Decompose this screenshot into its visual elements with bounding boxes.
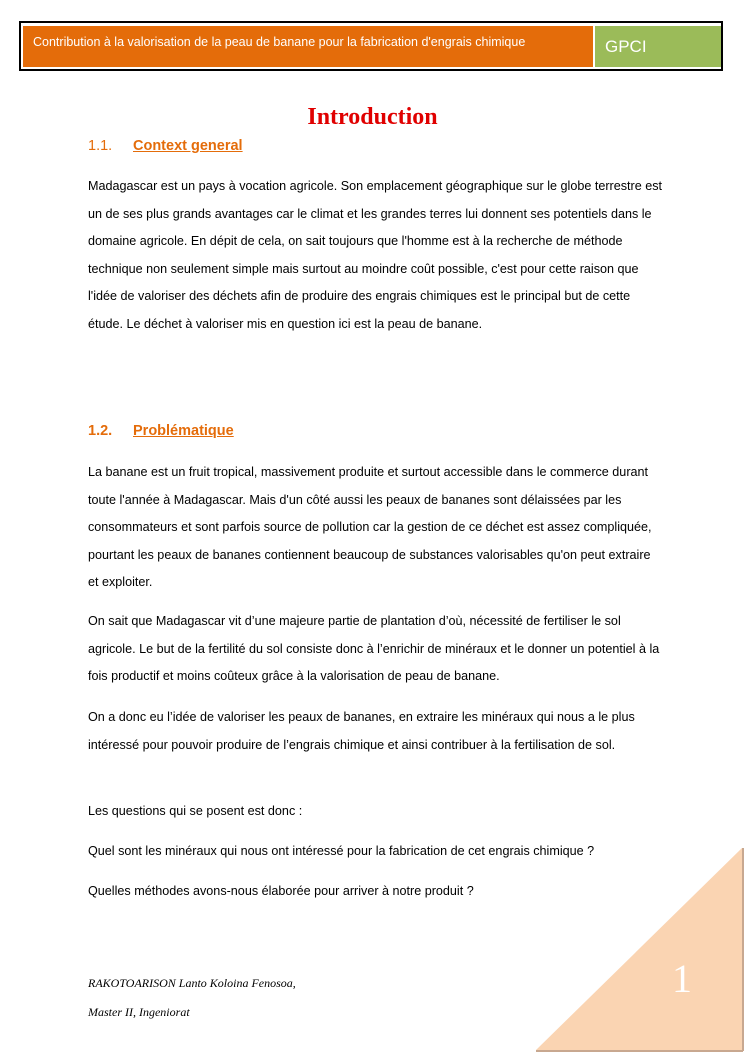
paragraph: Quel sont les minéraux qui nous ont intéressé pour la fabrication de cet engrais chimique ? xyxy=(88,844,595,858)
paragraph: On sait que Madagascar vit d’une majeure partie de plantation d’où, nécessité de fertiliser le sol agricole. Le but de la fertilité du sol consiste donc à l’enrichir de minéraux et le donner un potentiel à la fois productif et moins coûteux grâce à la valorisation de peau de banane. xyxy=(88,614,660,684)
running-header xyxy=(19,21,723,71)
paragraph: Madagascar est un pays à vocation agricole. Son emplacement géographique sur le globe terrestre est un de ses plus grands avantages car le climat et les grandes terres lui donnent ses potentiels dans le domaine agricole. En dépit de cela, on sait toujours que l'homme est à la recherche de méthode technique non seulement simple mais surtout au moindre coût possible, c'est pour cette raison que l'idée de valoriser des déchets afin de produire des engrais chimiques est le principal but de cette étude. Le déchet à valoriser mis en question ici est la peau de banane. xyxy=(88,179,663,331)
section-number: 1.2. xyxy=(88,423,113,439)
page-title: Introduction xyxy=(307,104,438,130)
header-tag: GPCI xyxy=(595,26,721,67)
paragraph: La banane est un fruit tropical, massivement produite et surtout accessible dans le commerce durant toute l'année à Madagascar. Mais d'un côté aussi les peaux de bananes sont délaissées par les consommateurs et sont parfois source de pollution car la gestion de ce déchet est assez compliquée, pourtant les peaux de bananes contiennent beaucoup de substances valorisables qu'on peut extraire et exploiter. xyxy=(88,465,652,590)
page-number: 1 xyxy=(672,956,692,1001)
section-heading-1-2 xyxy=(88,423,234,439)
paragraph: On a donc eu l’idée de valoriser les peaux de bananes, en extraire les minéraux qui nous a le plus intéressé pour pouvoir produire de l’engrais chimique et ainsi contribuer à la fertilisation de sol. xyxy=(88,710,635,752)
paragraph: Quelles méthodes avons-nous élaborée pour arriver à notre produit ? xyxy=(88,884,474,898)
page-corner-triangle xyxy=(534,846,745,1053)
footer-author: RAKOTOARISON Lanto Koloina Fenosoa, xyxy=(88,976,296,990)
footer-degree: Master II, Ingeniorat xyxy=(88,1005,190,1019)
section-heading-1-1 xyxy=(88,138,243,154)
header-title: Contribution à la valorisation de la peau de banane pour la fabrication d'engrais chimique xyxy=(23,26,593,67)
section-title: Problématique xyxy=(133,423,234,439)
paragraph: Les questions qui se posent est donc : xyxy=(88,804,303,818)
section-title: Context general xyxy=(133,138,243,154)
section-number: 1.1. xyxy=(88,138,113,154)
